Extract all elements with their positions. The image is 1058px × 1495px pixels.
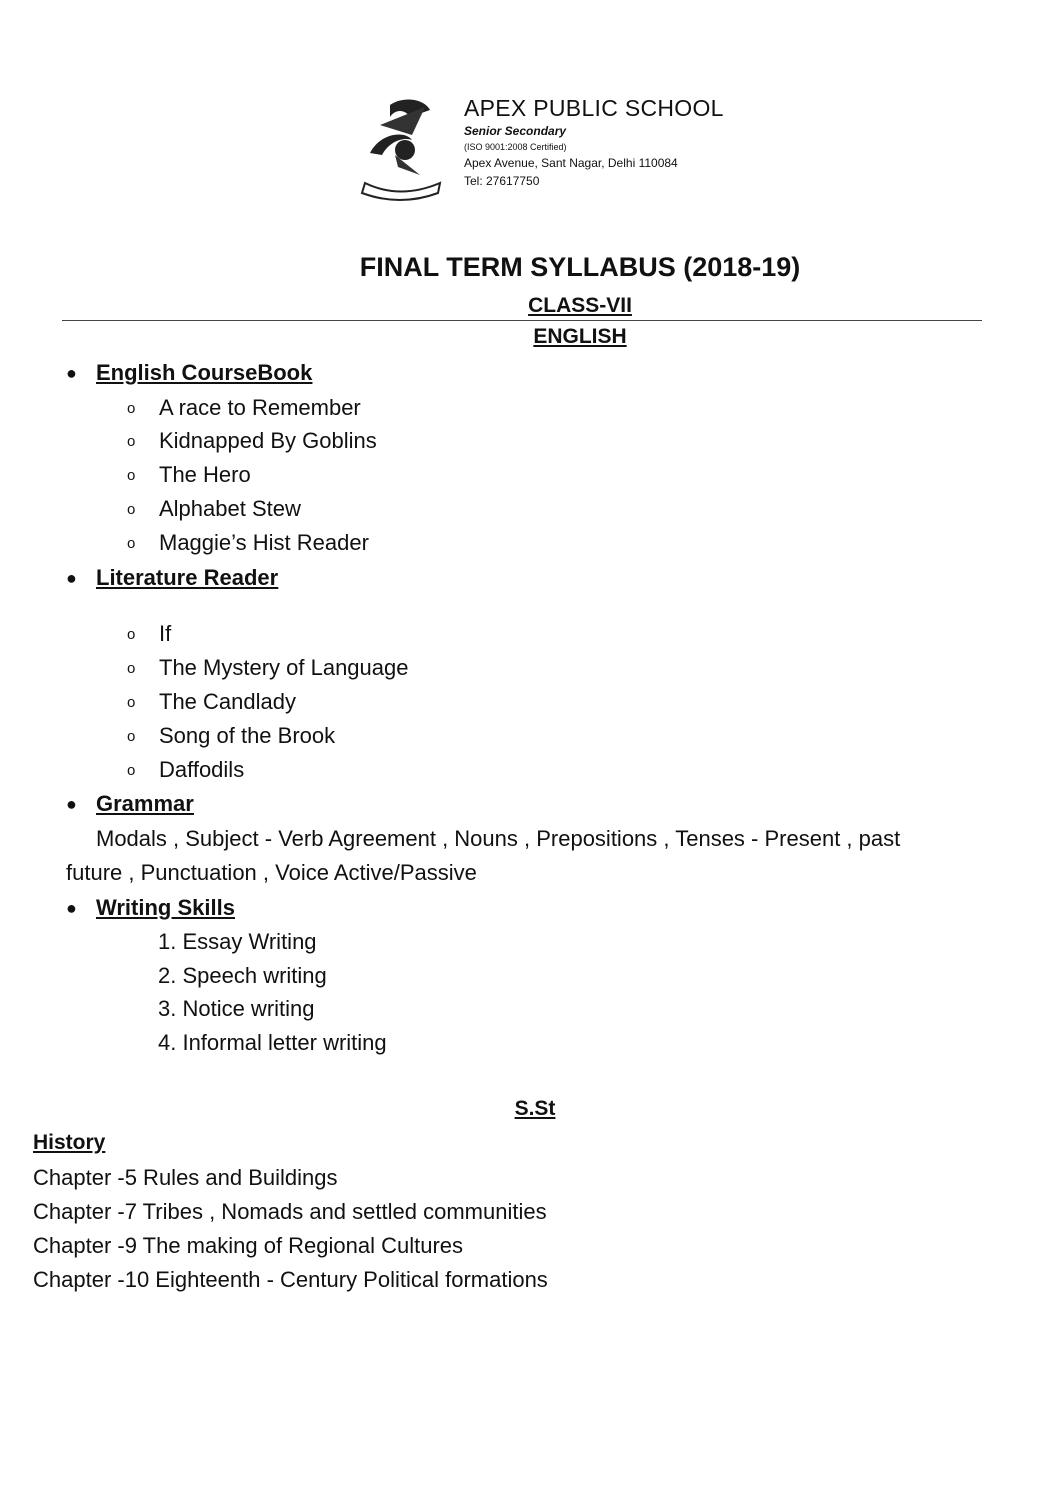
bullet-icon: ● — [66, 363, 77, 383]
list-item: 2. Speech writing — [158, 963, 327, 988]
grammar-line-2: future , Punctuation , Voice Active/Passive — [66, 860, 477, 885]
circle-bullet-icon: o — [127, 626, 136, 643]
list-item: o Kidnapped By Goblins — [127, 428, 377, 453]
history-heading: History — [33, 1131, 106, 1154]
list-item: o Song of the Brook — [127, 723, 336, 748]
divider — [62, 320, 982, 321]
section-literature — [66, 565, 278, 591]
list-item: o The Candlady — [127, 689, 296, 714]
list-item: o A race to Remember — [127, 395, 361, 420]
bullet-icon: ● — [66, 794, 77, 814]
section-heading: Writing Skills — [96, 895, 235, 920]
class-label: CLASS-VII — [528, 294, 632, 317]
list-item: o The Hero — [127, 462, 251, 487]
bullet-icon: ● — [66, 898, 77, 918]
school-address: Apex Avenue, Sant Nagar, Delhi 110084 — [464, 156, 678, 170]
page-title: FINAL TERM SYLLABUS (2018-19) — [359, 252, 801, 282]
list-item: o If — [127, 621, 172, 646]
circle-bullet-icon: o — [127, 535, 136, 552]
circle-bullet-icon: o — [127, 467, 136, 484]
list-item: 3. Notice writing — [158, 996, 315, 1021]
school-tel: Tel: 27617750 — [464, 174, 540, 188]
chapter-item: Chapter -5 Rules and Buildings — [33, 1165, 338, 1190]
chapter-item: Chapter -7 Tribes , Nomads and settled communities — [33, 1199, 547, 1224]
chapter-item: Chapter -9 The making of Regional Cultures — [33, 1233, 464, 1258]
list-item: o Alphabet Stew — [127, 496, 301, 521]
subject-sst: S.St — [514, 1097, 556, 1120]
circle-bullet-icon: o — [127, 762, 136, 779]
grammar-line-1: Modals , Subject - Verb Agreement , Nouns , Prepositions , Tenses - Present , past — [96, 826, 901, 851]
chapter-item: Chapter -10 Eighteenth - Century Political formations — [33, 1267, 548, 1292]
subject-english: ENGLISH — [533, 325, 627, 348]
circle-bullet-icon: o — [127, 501, 136, 518]
list-item: 4. Informal letter writing — [158, 1030, 387, 1055]
circle-bullet-icon: o — [127, 400, 136, 417]
bullet-icon: ● — [66, 568, 77, 588]
list-item: o Maggie’s Hist Reader — [127, 530, 369, 555]
section-coursebook — [66, 360, 312, 386]
school-logo-icon — [350, 95, 450, 205]
circle-bullet-icon: o — [127, 728, 136, 745]
circle-bullet-icon: o — [127, 433, 136, 450]
section-writing — [66, 895, 235, 921]
section-heading: Literature Reader — [96, 565, 279, 590]
list-item: 1. Essay Writing — [158, 929, 317, 954]
section-heading: English CourseBook — [96, 360, 313, 385]
school-info — [464, 94, 724, 190]
circle-bullet-icon: o — [127, 694, 136, 711]
list-item: o Daffodils — [127, 757, 245, 782]
school-certification: (ISO 9001:2008 Certified) — [464, 142, 567, 152]
school-type: Senior Secondary — [464, 124, 567, 138]
section-heading: Grammar — [96, 791, 194, 816]
school-name: APEX PUBLIC SCHOOL — [464, 95, 724, 121]
list-item: o The Mystery of Language — [127, 655, 409, 680]
section-grammar — [66, 791, 194, 817]
circle-bullet-icon: o — [127, 660, 136, 677]
